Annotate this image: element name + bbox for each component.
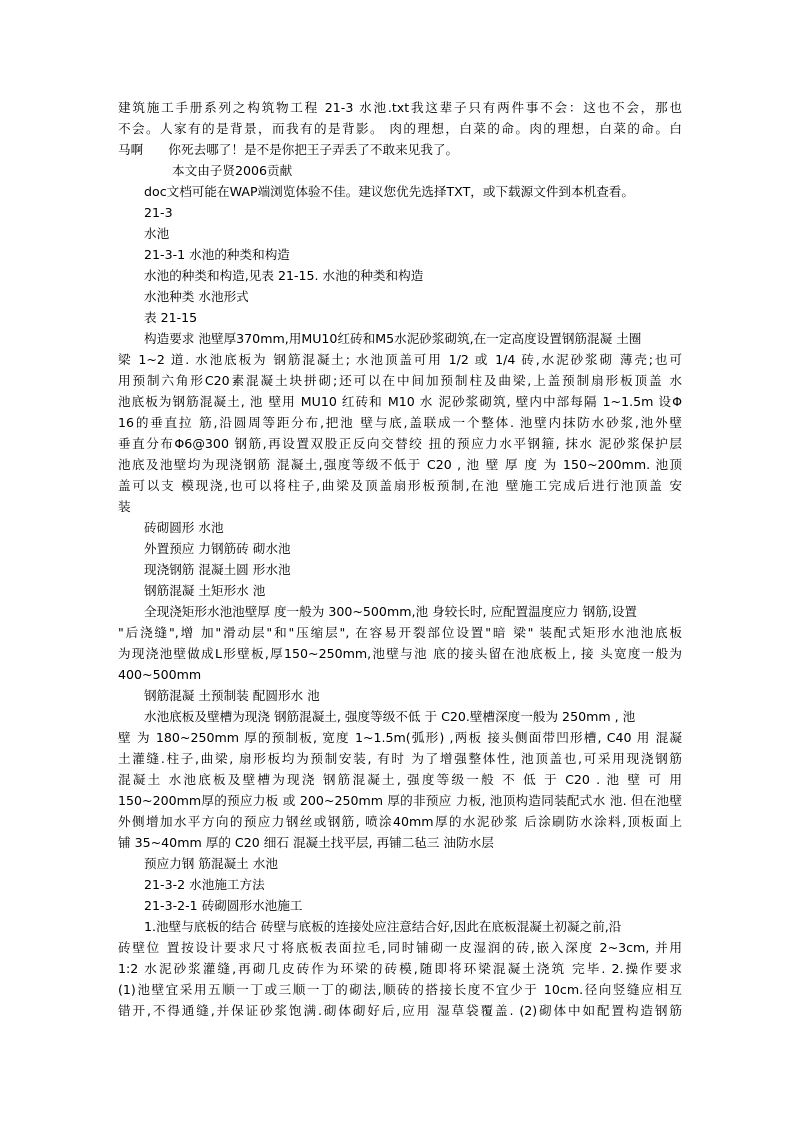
text-line: 垂直分布Φ6@300 钢筋,再设置双股正反向交替绞 扭的预应力水平钢箍, 抹水 泥砂浆保护层 [118, 436, 682, 451]
text-line: "后浇缝",增 加"滑动层"和"压缩层", 在容易开裂部位设置"暗 梁" 装配式矩形水池池底板 [118, 625, 682, 640]
text-line: 马啊 你死去哪了！是不是你把王子弄丢了不敢来见我了。 [118, 142, 459, 157]
text-line: 壁 为 180~250mm 厚的预制板, 宽度 1~1.5m(弧形) ,两板 接头侧面带凹形槽, C40 用 混凝 [118, 730, 682, 745]
pool-type-label: 外置预应 力钢筋砖 砌水池 [144, 541, 291, 556]
text-line: 错开,不得通缝,并保证砂浆饱满.砌体砌好后,应用 湿草袋覆盖. (2)砌体中如配置构造钢筋 [118, 1003, 682, 1018]
section-number: 21-3 [144, 205, 173, 220]
text-line: 为现浇池壁做成L形壁板,厚150~250mm,池壁与池 底的接头留在池底板上, 接 头宽度一般为 [118, 646, 682, 661]
table-number: 表 21-15 [144, 310, 198, 325]
text-line: 全现浇矩形水池池壁厚 度一般为 300~500mm,池 身较长时, 应配置温度应力 钢筋,设置 [144, 604, 638, 619]
text-line: 装 [118, 499, 131, 514]
contributor-line: 本文由子贤2006贡献 [172, 163, 293, 178]
text-line: 外侧增加水平方向的预应力钢丝或钢筋, 喷涂40mm厚的水泥砂浆 后涂刷防水涂料,顶板面上 [118, 814, 682, 829]
text-line: 梁 1~2 道. 水池底板为 钢筋混凝土; 水池顶盖可用 1/2 或 1/4 砖,水泥砂浆砌 薄壳;也可 [118, 352, 682, 367]
text-line: 建筑施工手册系列之构筑物工程 21-3 水池.txt我这辈子只有两件事不会：这也不会，那也 [118, 100, 682, 115]
text-line: 1.池壁与底板的结合 砖壁与底板的连接处应注意结合好,因此在底板混凝土初凝之前,沿 [144, 919, 622, 934]
text-line: 水池底板及壁槽为现浇 钢筋混凝土, 强度等级不低 于 C20.壁槽深度一般为 250mm , 池 [144, 709, 636, 724]
subsection-heading: 21-3-2 水池施工方法 [144, 877, 265, 892]
text-line: 土灌缝.柱子,曲梁, 扇形板均为预制安装, 有时 为了增强整体性, 池顶盖也,可采用现浇钢筋 [118, 751, 682, 766]
text-line: 150~200mm厚的预应力板 或 200~250mm 厚的非预应 力板, 池顶构造同装配式水 池. 但在池壁 [118, 793, 682, 808]
text-line: 砖壁位 置按设计要求尺寸将底板表面拉毛,同时铺砌一皮湿润的砖,嵌入深度 2~3cm, 并用 [118, 940, 682, 955]
subsection-heading: 21-3-2-1 砖砌圆形水池施工 [144, 898, 303, 913]
subsection-heading: 21-3-1 水池的种类和构造 [144, 247, 290, 262]
text-line: 不会。人家有的是背景，而我有的是背影。 肉的理想，白菜的命。肉的理想，白菜的命。白 [118, 121, 682, 136]
text-line: 16的垂直拉 筋,沿圆周等距分布,把池 壁与底,盖联成一个整体. 池壁内抹防水砂浆,池外壁 [118, 415, 682, 430]
text-line: 铺 35~40mm 厚的 C20 细石 混凝土找平层, 再铺二毡三 油防水层 [118, 835, 494, 850]
pool-type-label: 现浇钢筋 混凝土圆 形水池 [144, 562, 291, 577]
text-line: 池底及池壁均为现浇钢筋 混凝土,强度等级不低于 C20 , 池 壁 厚 度 为 150~200mm. 池顶 [118, 457, 682, 472]
text-line: 盖可以支 模现浇,也可以将柱子,曲梁及顶盖扇形板预制,在池 壁施工完成后进行池顶盖 安 [118, 478, 682, 493]
text-line: 构造要求 池壁厚370mm,用MU10红砖和M5水泥砂浆砌筑,在一定高度设置钢筋混凝 土圈 [144, 331, 642, 346]
pool-type-label: 钢筋混凝 土预制装 配圆形水 池 [144, 688, 320, 703]
text-line: 混凝土 水池底板及壁槽为现浇 钢筋混凝土, 强度等级一般 不 低 于 C20 . 池 壁 可 用 [118, 772, 682, 787]
text-line: 池底板为钢筋混凝土, 池 壁用 MU10 红砖和 M10 水 泥砂浆砌筑, 壁内中部每隔 1~1.5m 设Φ [118, 394, 682, 409]
pool-type-label: 预应力钢 筋混凝土 水池 [144, 856, 278, 871]
text-line: (1)池壁宜采用五顺一丁或三顺一丁的砌法,顺砖的搭接长度不宜少于 10cm.径向竖缝应相互 [118, 982, 682, 997]
pool-type-label: 钢筋混凝 土矩形水 池 [144, 583, 266, 598]
text-line: 1:2 水泥砂浆灌缝,再砌几皮砖作为环梁的砖模,随即将环梁混凝土浇筑 完毕. 2.操作要求 [118, 961, 682, 976]
notice-line: doc文档可能在WAP端浏览体验不佳。建议您优先选择TXT，或下载源文件到本机查看。 [144, 184, 634, 199]
text-line: 用预制六角形C20素混凝土块拼砌;还可以在中间加预制柱及曲梁,上盖预制扇形板顶盖 水 [118, 373, 682, 388]
document-body [118, 97, 682, 1021]
section-title: 水池 [144, 226, 170, 241]
text-line: 400~500mm [118, 667, 202, 682]
table-header-line: 水池种类 水池形式 [144, 289, 249, 304]
text-line: 水池的种类和构造,见表 21-15. 水池的种类和构造 [144, 268, 424, 283]
pool-type-label: 砖砌圆形 水池 [144, 520, 224, 535]
